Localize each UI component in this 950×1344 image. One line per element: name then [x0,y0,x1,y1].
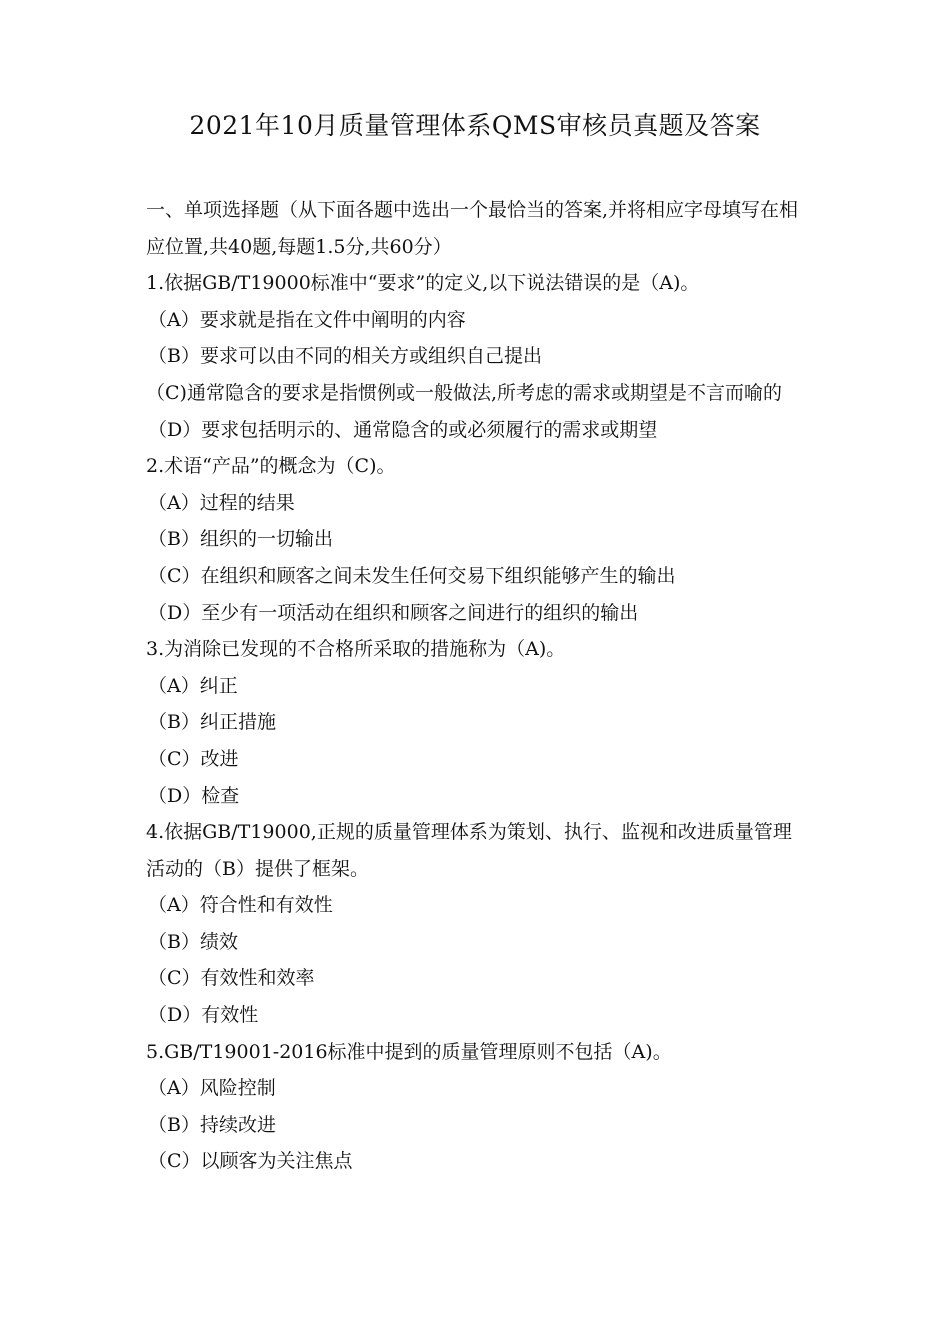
question-stem: 1.依据GB/T19000标准中“要求”的定义,以下说法错误的是（A)。 [146,272,700,295]
question-3 [146,631,810,814]
question-option: （C)通常隐含的要求是指惯例或一般做法,所考虑的需求或期望是不言而喻的 [146,381,782,404]
question-option: （C）有效性和效率 [148,967,315,990]
question-stem: 4.依据GB/T19000,正规的质量管理体系为策划、执行、监视和改进质量管理活动的（B）提供了框架。 [146,821,792,880]
question-stem: 5.GB/T19001-2016标准中提到的质量管理原则不包括（A)。 [146,1040,672,1063]
question-option: （C）以顾客为关注焦点 [148,1150,353,1173]
question-4 [146,814,810,1034]
question-option: （B）持续改进 [148,1113,276,1136]
question-stem: 2.术语“产品”的概念为（C)。 [146,455,396,478]
question-option: （B）组织的一切输出 [148,528,333,551]
question-option: （A）要求就是指在文件中阐明的内容 [148,308,466,331]
question-option: （A）风险控制 [148,1077,276,1100]
question-option: （C）在组织和顾客之间未发生任何交易下组织能够产生的输出 [148,564,676,587]
question-option: （A）过程的结果 [148,491,295,514]
question-option: （A）符合性和有效性 [148,894,333,917]
document-body [146,192,810,1180]
question-option: （D）要求包括明示的、通常隐含的或必须履行的需求或期望 [148,418,658,441]
question-5 [146,1034,810,1180]
question-option: （B）要求可以由不同的相关方或组织自己提出 [148,345,542,368]
question-option: （B）纠正措施 [148,711,276,734]
section-heading: 一、单项选择题（从下面各题中选出一个最恰当的答案,并将相应字母填写在相应位置,共40题,每题1.5分,共60分） [146,199,799,258]
question-option: （C）改进 [148,747,239,770]
document-title: 2021年10月质量管理体系QMS审核员真题及答案 [189,111,761,140]
question-option: （D）有效性 [148,1004,259,1027]
question-2 [146,448,810,631]
question-option: （D）检查 [148,784,240,807]
question-1 [146,265,810,448]
question-option: （D）至少有一项活动在组织和顾客之间进行的组织的输出 [148,601,639,624]
question-stem: 3.为消除已发现的不合格所采取的措施称为（A)。 [146,638,566,661]
question-option: （A）纠正 [148,674,238,697]
question-option: （B）绩效 [148,930,238,953]
